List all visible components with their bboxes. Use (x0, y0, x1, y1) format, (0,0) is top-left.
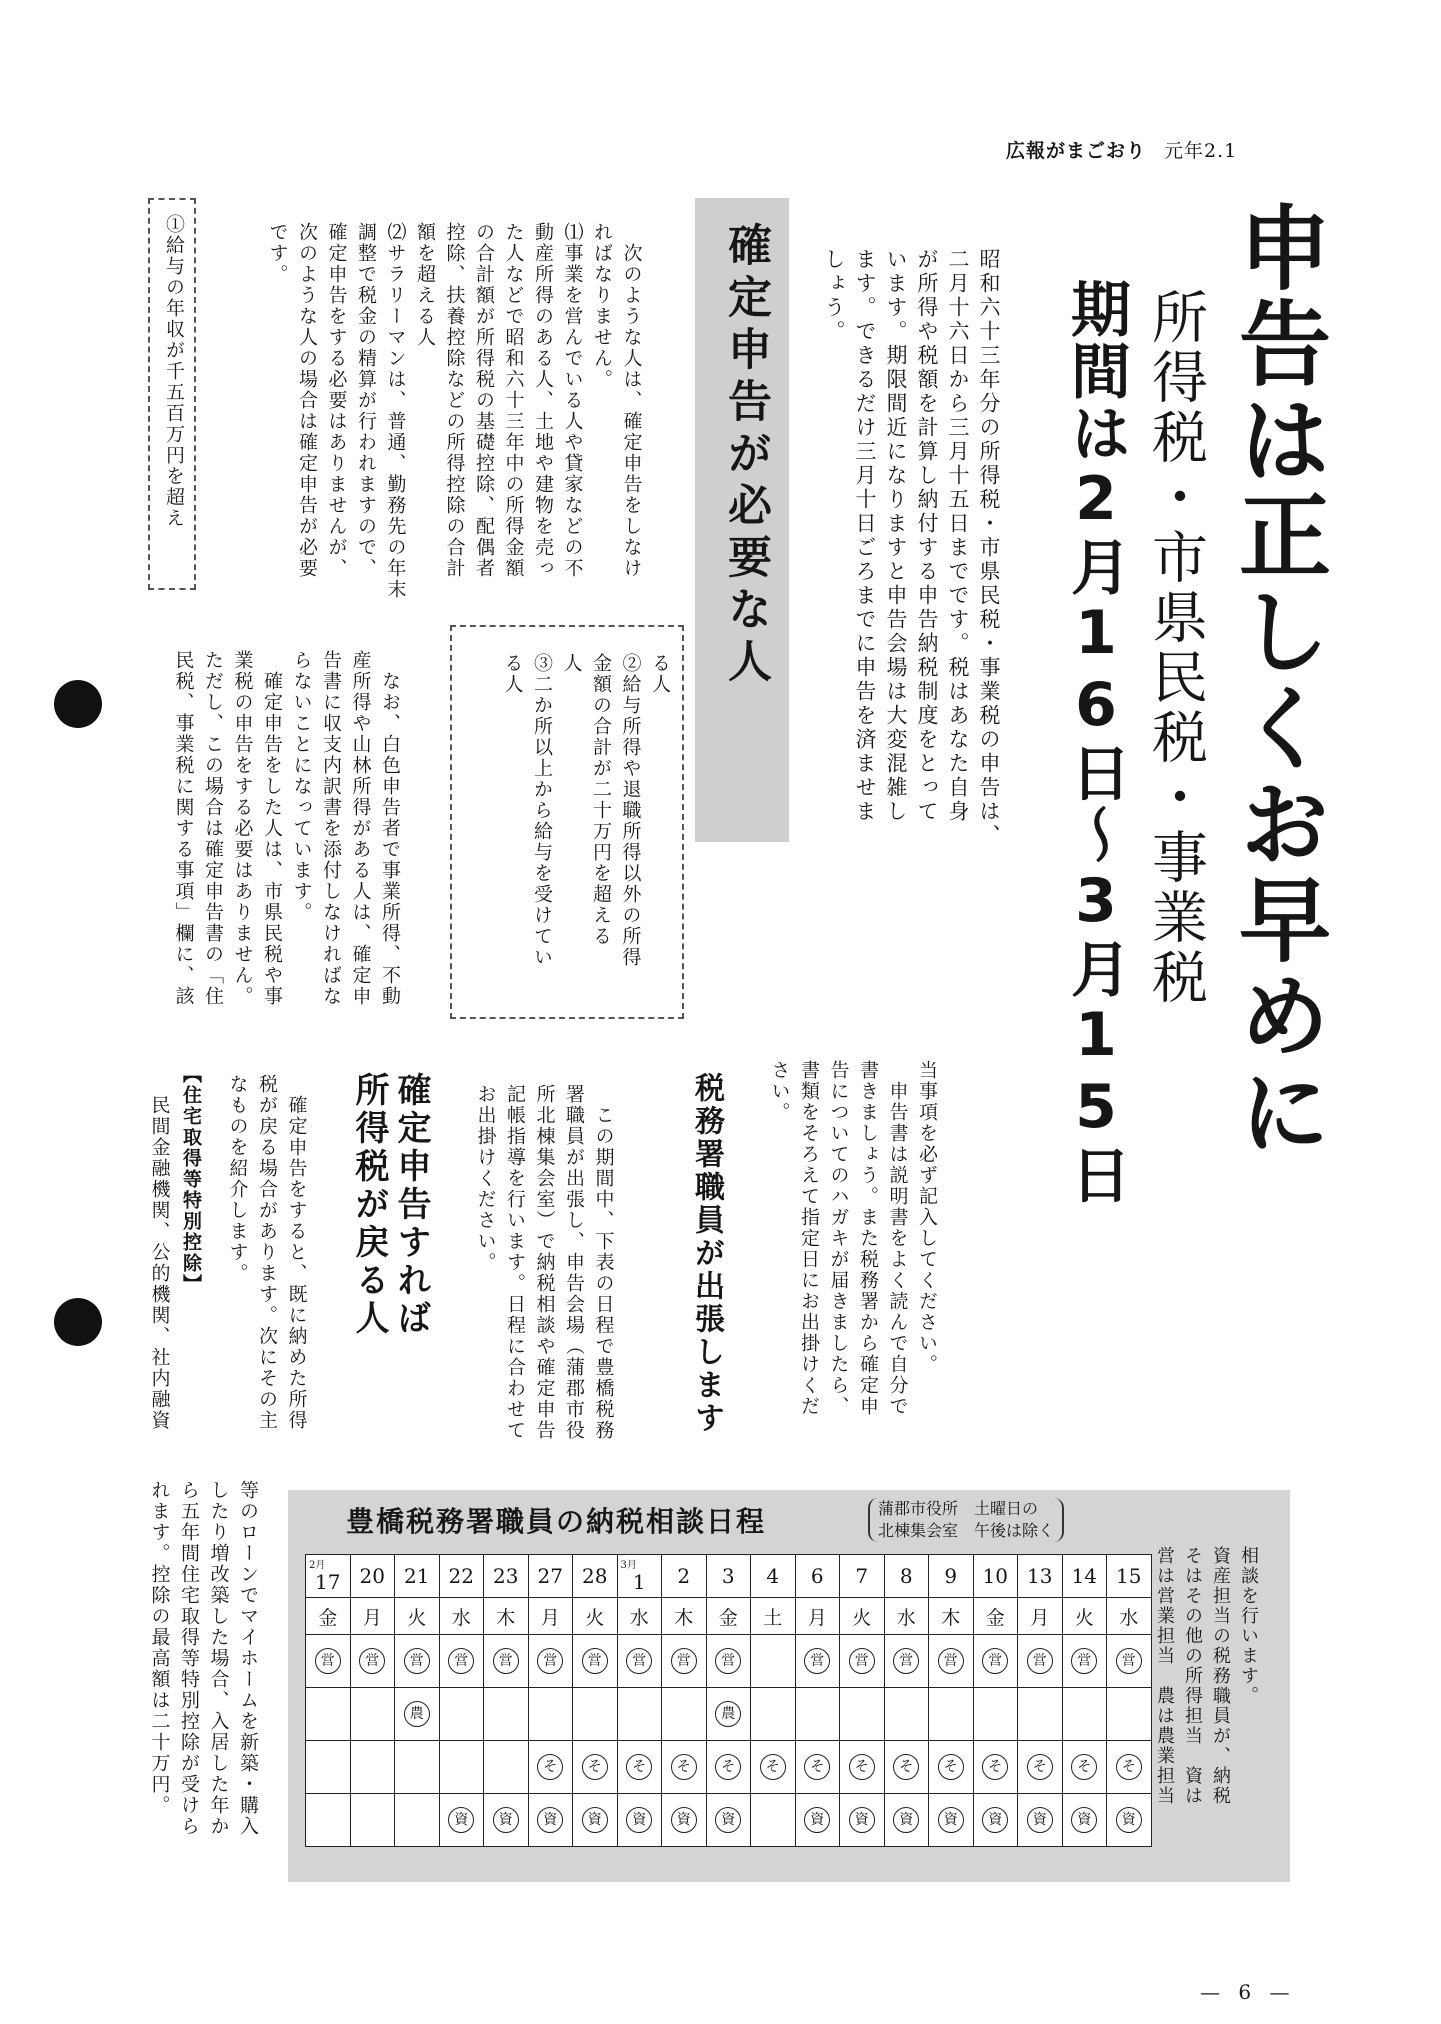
schedule-mark-cell (840, 1794, 885, 1847)
circled-mark: そ (626, 1754, 652, 1780)
schedule-mark-cell (306, 1741, 351, 1794)
schedule-mark-cell (929, 1635, 974, 1688)
schedule-mark-cell (395, 1635, 440, 1688)
required-continued-line: 確定申告をした人は、市県民税や事 (261, 650, 283, 1007)
schedule-mark-cell (573, 1635, 618, 1688)
schedule-table (305, 1554, 1152, 1847)
schedule-mark-cell (439, 1741, 484, 1794)
lead-line: が所得や税額を計算し納付する申告納税制度をとって (915, 248, 939, 824)
refund-paragraph (222, 1074, 311, 1474)
schedule-legend (1150, 1546, 1262, 1866)
weekday-cell: 金 (973, 1598, 1018, 1635)
box-line: る人 (649, 653, 671, 695)
staff-line: この期間中、下表の日程で豊橋税務 (592, 1084, 615, 1441)
day-number: 8 (899, 1564, 913, 1588)
dashed-box-conditions (450, 625, 684, 1019)
day-number: 28 (582, 1564, 608, 1588)
weekday-cell: 金 (306, 1598, 351, 1635)
schedule-mark-cell (617, 1794, 662, 1847)
box-line: 人 (560, 653, 583, 674)
day-number: 14 (1071, 1564, 1097, 1588)
schedule-mark-cell (528, 1635, 573, 1688)
schedule-title: 豊橋税務署職員の納税相談日程 (346, 1505, 767, 1538)
day-number: 7 (855, 1564, 869, 1588)
required-line: 額を超える人 (414, 222, 436, 348)
required-line: ⑴事業を営んでいる人や貸家などの不 (561, 222, 584, 579)
staff-line: 署職員が出張し、申告会場（蒲郡市役 (563, 1084, 585, 1441)
schedule-mark-cell (439, 1794, 484, 1847)
circled-mark: 営 (893, 1648, 919, 1674)
circled-mark: 営 (938, 1648, 964, 1674)
required-continued-line: らないことになっています。 (290, 650, 313, 923)
circled-mark: 営 (315, 1648, 341, 1674)
required-continued-paragraph (168, 650, 404, 1050)
circled-mark: 営 (671, 1648, 697, 1674)
schedule-mark-cell (617, 1688, 662, 1741)
dashed-box-salary (148, 198, 196, 590)
lead-line: います。期限間近になりますと申告会場は大変混雑し (884, 248, 908, 824)
day-number: 22 (448, 1564, 474, 1588)
schedule-mark-cell (751, 1741, 796, 1794)
circled-mark: そ (938, 1754, 964, 1780)
schedule-date-cell (1018, 1555, 1063, 1598)
circled-mark: 資 (715, 1807, 741, 1833)
schedule-row-sonota (306, 1741, 1152, 1794)
schedule-mark-cell (528, 1741, 573, 1794)
required-paragraph (262, 222, 646, 622)
box-line: る人 (501, 653, 524, 695)
schedule-date-cell (350, 1555, 395, 1598)
circled-mark: 資 (537, 1807, 563, 1833)
weekday-cell: 火 (840, 1598, 885, 1635)
schedule-mark-cell (751, 1794, 796, 1847)
schedule-row-eigyo (306, 1635, 1152, 1688)
day-number: 20 (359, 1564, 385, 1588)
page-number: — 6 — (1200, 1980, 1296, 2004)
schedule-mark-cell (350, 1741, 395, 1794)
schedule-row-nogyo (306, 1688, 1152, 1741)
required-line: 確定申告をする必要はありませんが、 (325, 222, 348, 579)
schedule-date-cell (395, 1555, 440, 1598)
circled-mark: 営 (448, 1648, 474, 1674)
day-number: 13 (1027, 1564, 1053, 1588)
schedule-date-cell (484, 1555, 529, 1598)
schedule-date-cell (973, 1555, 1018, 1598)
circled-mark: 農 (404, 1701, 430, 1727)
weekday-cell: 土 (751, 1598, 796, 1635)
schedule-mark-cell (306, 1794, 351, 1847)
circled-mark: 営 (359, 1648, 385, 1674)
schedule-mark-cell (617, 1741, 662, 1794)
required-line: ⑵サラリーマンは、普通、勤務先の年末 (384, 222, 407, 600)
circled-mark: 営 (493, 1648, 519, 1674)
day-number: 27 (537, 1564, 563, 1588)
schedule-mark-cell (573, 1741, 618, 1794)
schedule-mark-cell (439, 1688, 484, 1741)
circled-mark: そ (804, 1754, 830, 1780)
circled-mark: 営 (537, 1648, 563, 1674)
schedule-mark-cell (795, 1688, 840, 1741)
circled-mark: 資 (849, 1807, 875, 1833)
schedule-mark-cell (350, 1635, 395, 1688)
schedule-mark-cell (884, 1741, 929, 1794)
required-continued-line: 告書に収支内訳書を添付しなければな (320, 650, 342, 1007)
guidance-line: 申告書は説明書をよく読んで自分で (886, 1060, 909, 1417)
housing-line: したり増改築した場合、入居した年か (207, 1480, 230, 1837)
schedule-mark-cell (929, 1688, 974, 1741)
section-title-required: 確定申告が必要な人 (720, 222, 771, 690)
page-header (1006, 136, 1237, 163)
schedule-date-cell (706, 1555, 751, 1598)
schedule-mark-cell (973, 1688, 1018, 1741)
schedule-mark-cell (395, 1741, 440, 1794)
circled-mark: 資 (1071, 1807, 1097, 1833)
circled-mark: そ (893, 1754, 919, 1780)
schedule-mark-cell (840, 1741, 885, 1794)
schedule-mark-cell (1018, 1688, 1063, 1741)
circled-mark: 営 (1027, 1648, 1053, 1674)
schedule-mark-cell (840, 1688, 885, 1741)
schedule-mark-cell (484, 1741, 529, 1794)
refund-line: 税が戻る場合があります。次にその主 (256, 1074, 278, 1431)
weekday-cell: 水 (617, 1598, 662, 1635)
schedule-note (868, 1498, 1064, 1542)
day-number: 23 (493, 1564, 519, 1588)
weekday-cell: 水 (1107, 1598, 1152, 1635)
schedule-row-shisan (306, 1794, 1152, 1847)
box-line: ②給与所得や退職所得以外の所得 (619, 653, 642, 968)
housing-line: れます。控除の最高額は二十万円。 (148, 1480, 171, 1816)
required-line: た人などで昭和六十三年中の所得金額 (502, 222, 525, 579)
schedule-mark-cell (484, 1794, 529, 1847)
schedule-mark-cell (306, 1635, 351, 1688)
section-title-staff: 税務署職員が出張します (689, 1072, 724, 1435)
circled-mark: そ (715, 1754, 741, 1780)
required-continued-line: なお、白色申告者で事業所得、不動 (379, 650, 401, 1007)
housing-line: ら五年間住宅取得等特別控除が受けら (178, 1480, 200, 1837)
day-number: 17 (315, 1570, 341, 1594)
schedule-mark-cell (751, 1688, 796, 1741)
circled-mark: 資 (671, 1807, 697, 1833)
schedule-mark-cell (484, 1688, 529, 1741)
circled-mark: 資 (448, 1807, 474, 1833)
schedule-mark-cell (1018, 1635, 1063, 1688)
schedule-mark-cell (973, 1794, 1018, 1847)
schedule-mark-cell (929, 1794, 974, 1847)
housing-line: 民間金融機関、公的機関、社内融資 (148, 1074, 171, 1431)
required-line: 次のような人の場合は確定申告が必要 (296, 222, 318, 579)
day-number: 3 (721, 1564, 735, 1588)
schedule-mark-cell (573, 1688, 618, 1741)
required-line: の合計額が所得税の基礎控除、配偶者 (473, 222, 495, 579)
lead-line: 昭和六十三年分の所得税・市県民税・事業税の申告は、 (977, 248, 1001, 848)
section-title-line: 所得税が戻る人 (349, 1072, 389, 1338)
circled-mark: そ (982, 1754, 1008, 1780)
schedule-date-cell (617, 1555, 662, 1598)
month-label: 2月 (309, 1560, 326, 1571)
schedule-date-cell (751, 1555, 796, 1598)
schedule-mark-cell (706, 1688, 751, 1741)
schedule-mark-cell (706, 1794, 751, 1847)
circled-mark: そ (1116, 1754, 1142, 1780)
schedule-mark-cell (1107, 1741, 1152, 1794)
circled-mark: 営 (715, 1648, 741, 1674)
schedule-mark-cell (1062, 1741, 1107, 1794)
circled-mark: 営 (849, 1648, 875, 1674)
circled-mark: 農 (715, 1701, 741, 1727)
schedule-mark-cell (973, 1635, 1018, 1688)
weekday-cell: 火 (573, 1598, 618, 1635)
schedule-mark-cell (662, 1688, 707, 1741)
guidance-line: 書類をそろえて指定日にお出掛けくだ (798, 1060, 820, 1417)
subheading-housing-deduction: 【住宅取得等特別控除】 (180, 1064, 202, 1295)
schedule-mark-cell (1062, 1794, 1107, 1847)
guidance-line: 当事項を必ず記入してください。 (916, 1060, 938, 1375)
weekday-cell: 月 (795, 1598, 840, 1635)
day-number: 15 (1116, 1564, 1142, 1588)
circled-mark: 営 (404, 1648, 430, 1674)
circled-mark: 営 (1116, 1648, 1142, 1674)
required-continued-line: 業税の申告をする必要はありません。 (231, 650, 254, 1007)
required-continued-line: 民税、事業税に関する事項」欄に、該 (172, 650, 195, 1007)
schedule-mark-cell (662, 1794, 707, 1847)
binder-hole-top (54, 680, 102, 728)
housing-paragraph-bottom (144, 1480, 262, 1880)
schedule-mark-cell (884, 1688, 929, 1741)
headline-main: 申告は正しくお早めに (1224, 200, 1331, 1160)
schedule-mark-cell (1062, 1635, 1107, 1688)
required-line: 調整で税金の精算が行われますので、 (355, 222, 377, 579)
schedule-mark-cell (795, 1635, 840, 1688)
weekday-cell: 月 (350, 1598, 395, 1635)
schedule-mark-cell (573, 1794, 618, 1847)
schedule-date-cell (1062, 1555, 1107, 1598)
schedule-date-cell (662, 1555, 707, 1598)
required-line: 次のような人は、確定申告をしなけ (620, 222, 643, 579)
schedule-mark-cell (395, 1688, 440, 1741)
circled-mark: 営 (1071, 1648, 1097, 1674)
box-line: 金額の合計が二十万円を超える (590, 653, 612, 947)
schedule-date-cell (439, 1555, 484, 1598)
circled-mark: 資 (982, 1807, 1008, 1833)
schedule-mark-cell (617, 1635, 662, 1688)
lead-line: しょう。 (822, 248, 846, 344)
circled-mark: 資 (1027, 1807, 1053, 1833)
required-line: ればなりません。 (591, 222, 613, 390)
publication-name: 広報がまごおり (1006, 140, 1147, 162)
circled-mark: そ (1071, 1754, 1097, 1780)
staff-paragraph (470, 1084, 618, 1484)
circled-mark: そ (537, 1754, 563, 1780)
guidance-line: 告についてのハガキが届きましたら、 (827, 1060, 850, 1417)
schedule-mark-cell (1107, 1794, 1152, 1847)
circled-mark: 資 (804, 1807, 830, 1833)
schedule-note-line: 蒲郡市役所 土曜日の (878, 1499, 1039, 1518)
day-number: 6 (810, 1564, 824, 1588)
weekday-cell: 月 (1018, 1598, 1063, 1635)
circled-mark: 営 (982, 1648, 1008, 1674)
circled-mark: そ (582, 1754, 608, 1780)
schedule-mark-cell (795, 1741, 840, 1794)
binder-hole-bottom (54, 1298, 102, 1346)
circled-mark: そ (671, 1754, 697, 1780)
schedule-mark-cell (350, 1688, 395, 1741)
weekday-cell: 月 (528, 1598, 573, 1635)
staff-line: お出掛けください。 (474, 1084, 497, 1273)
housing-line: 等のローンでマイホームを新築・購入 (237, 1480, 259, 1837)
staff-line: 所北棟集会室）で納税相談や確定申告 (533, 1084, 556, 1441)
day-number: 10 (982, 1564, 1008, 1588)
circled-mark: 営 (582, 1648, 608, 1674)
circled-mark: 資 (626, 1807, 652, 1833)
legend-line: 相談を行います。 (1238, 1546, 1259, 1706)
schedule-mark-cell (439, 1635, 484, 1688)
required-continued-line: ただし、この場合は確定申告書の「住 (202, 650, 224, 1007)
schedule-mark-cell (1018, 1741, 1063, 1794)
box-line: ③二か所以上から給与を受けてい (531, 653, 553, 968)
circled-mark: そ (1027, 1754, 1053, 1780)
required-continued-line: 産所得や山林所得がある人は、確定申 (349, 650, 372, 1007)
refund-line: 確定申告をすると、既に納めた所得 (285, 1074, 308, 1431)
circled-mark: そ (849, 1754, 875, 1780)
schedule-date-cell (528, 1555, 573, 1598)
weekday-cell: 木 (484, 1598, 529, 1635)
day-number: 21 (404, 1564, 430, 1588)
schedule-date-cell (884, 1555, 929, 1598)
circled-mark: そ (760, 1754, 786, 1780)
circled-mark: 資 (1116, 1807, 1142, 1833)
schedule-date-cell (306, 1555, 351, 1598)
circled-mark: 資 (493, 1807, 519, 1833)
weekday-cell: 火 (395, 1598, 440, 1635)
schedule-row-weekdays (306, 1598, 1152, 1635)
month-label: 3月 (620, 1560, 637, 1571)
schedule-mark-cell (528, 1794, 573, 1847)
legend-line: 営は営業担当 農は農業担当 (1154, 1546, 1175, 1806)
day-number: 1 (632, 1570, 646, 1594)
circled-mark: 資 (893, 1807, 919, 1833)
schedule-mark-cell (662, 1741, 707, 1794)
day-number: 4 (766, 1564, 780, 1588)
schedule-mark-cell (484, 1635, 529, 1688)
lead-line: ます。できるだけ三月十日ごろまでに申告を済ませま (853, 248, 877, 824)
schedule-mark-cell (795, 1794, 840, 1847)
schedule-date-cell (1107, 1555, 1152, 1598)
schedule-mark-cell (1062, 1688, 1107, 1741)
required-line: 控除、扶養控除などの所得控除の合計 (443, 222, 466, 579)
schedule-mark-cell (1107, 1688, 1152, 1741)
schedule-mark-cell (973, 1741, 1018, 1794)
day-number: 2 (677, 1564, 691, 1588)
guidance-line: 書きましょう。また税務署から確定申 (857, 1060, 879, 1417)
legend-line: 資産担当の税務職員が、納税 (1210, 1546, 1231, 1806)
schedule-panel (288, 1490, 1290, 1882)
schedule-mark-cell (929, 1741, 974, 1794)
schedule-mark-cell (350, 1794, 395, 1847)
legend-line: そはその他の所得担当 資は (1182, 1546, 1203, 1806)
schedule-date-cell (929, 1555, 974, 1598)
housing-paragraph-top (144, 1074, 174, 1474)
schedule-row-dates (306, 1555, 1152, 1598)
required-line: です。 (266, 222, 289, 285)
schedule-mark-cell (1107, 1635, 1152, 1688)
headline-sub: 所得税・市県民税・事業税 (1143, 288, 1208, 1008)
weekday-cell: 水 (439, 1598, 484, 1635)
circled-mark: 資 (582, 1807, 608, 1833)
guidance-line: さい。 (768, 1060, 791, 1123)
weekday-cell: 木 (929, 1598, 974, 1635)
schedule-mark-cell (706, 1635, 751, 1688)
issue-date: 元年2.1 (1164, 140, 1238, 162)
weekday-cell: 金 (706, 1598, 751, 1635)
headline-period: 期間は2月16日〜3月15日 (1061, 278, 1131, 1206)
schedule-date-cell (573, 1555, 618, 1598)
weekday-cell: 水 (884, 1598, 929, 1635)
day-number: 9 (944, 1564, 958, 1588)
schedule-mark-cell (395, 1794, 440, 1847)
required-line: 動産所得のある人、土地や建物を売っ (532, 222, 554, 579)
refund-line: なものを紹介します。 (226, 1074, 249, 1284)
schedule-mark-cell (528, 1688, 573, 1741)
schedule-mark-cell (662, 1635, 707, 1688)
circled-mark: 営 (804, 1648, 830, 1674)
guidance-paragraph (764, 1060, 941, 1500)
schedule-mark-cell (751, 1635, 796, 1688)
circled-mark: 資 (938, 1807, 964, 1833)
lead-paragraph (818, 248, 1004, 948)
schedule-note-line: 北棟集会室 午後は除く (878, 1521, 1055, 1540)
schedule-mark-cell (884, 1635, 929, 1688)
staff-line: 記帳指導を行います。日程に合わせて (504, 1084, 526, 1441)
lead-line: 二月十六日から三月十五日までです。税はあなた自身 (946, 248, 970, 824)
schedule-mark-cell (306, 1688, 351, 1741)
schedule-mark-cell (884, 1794, 929, 1847)
schedule-mark-cell (706, 1741, 751, 1794)
box-line: ①給与の年収が千五百万円を超え (163, 214, 185, 529)
weekday-cell: 木 (662, 1598, 707, 1635)
section-title-line: 確定申告すれば (391, 1072, 431, 1338)
schedule-date-cell (840, 1555, 885, 1598)
schedule-mark-cell (840, 1635, 885, 1688)
weekday-cell: 火 (1062, 1598, 1107, 1635)
schedule-mark-cell (1018, 1794, 1063, 1847)
schedule-date-cell (795, 1555, 840, 1598)
section-title-refund (348, 1072, 432, 1338)
circled-mark: 営 (626, 1648, 652, 1674)
